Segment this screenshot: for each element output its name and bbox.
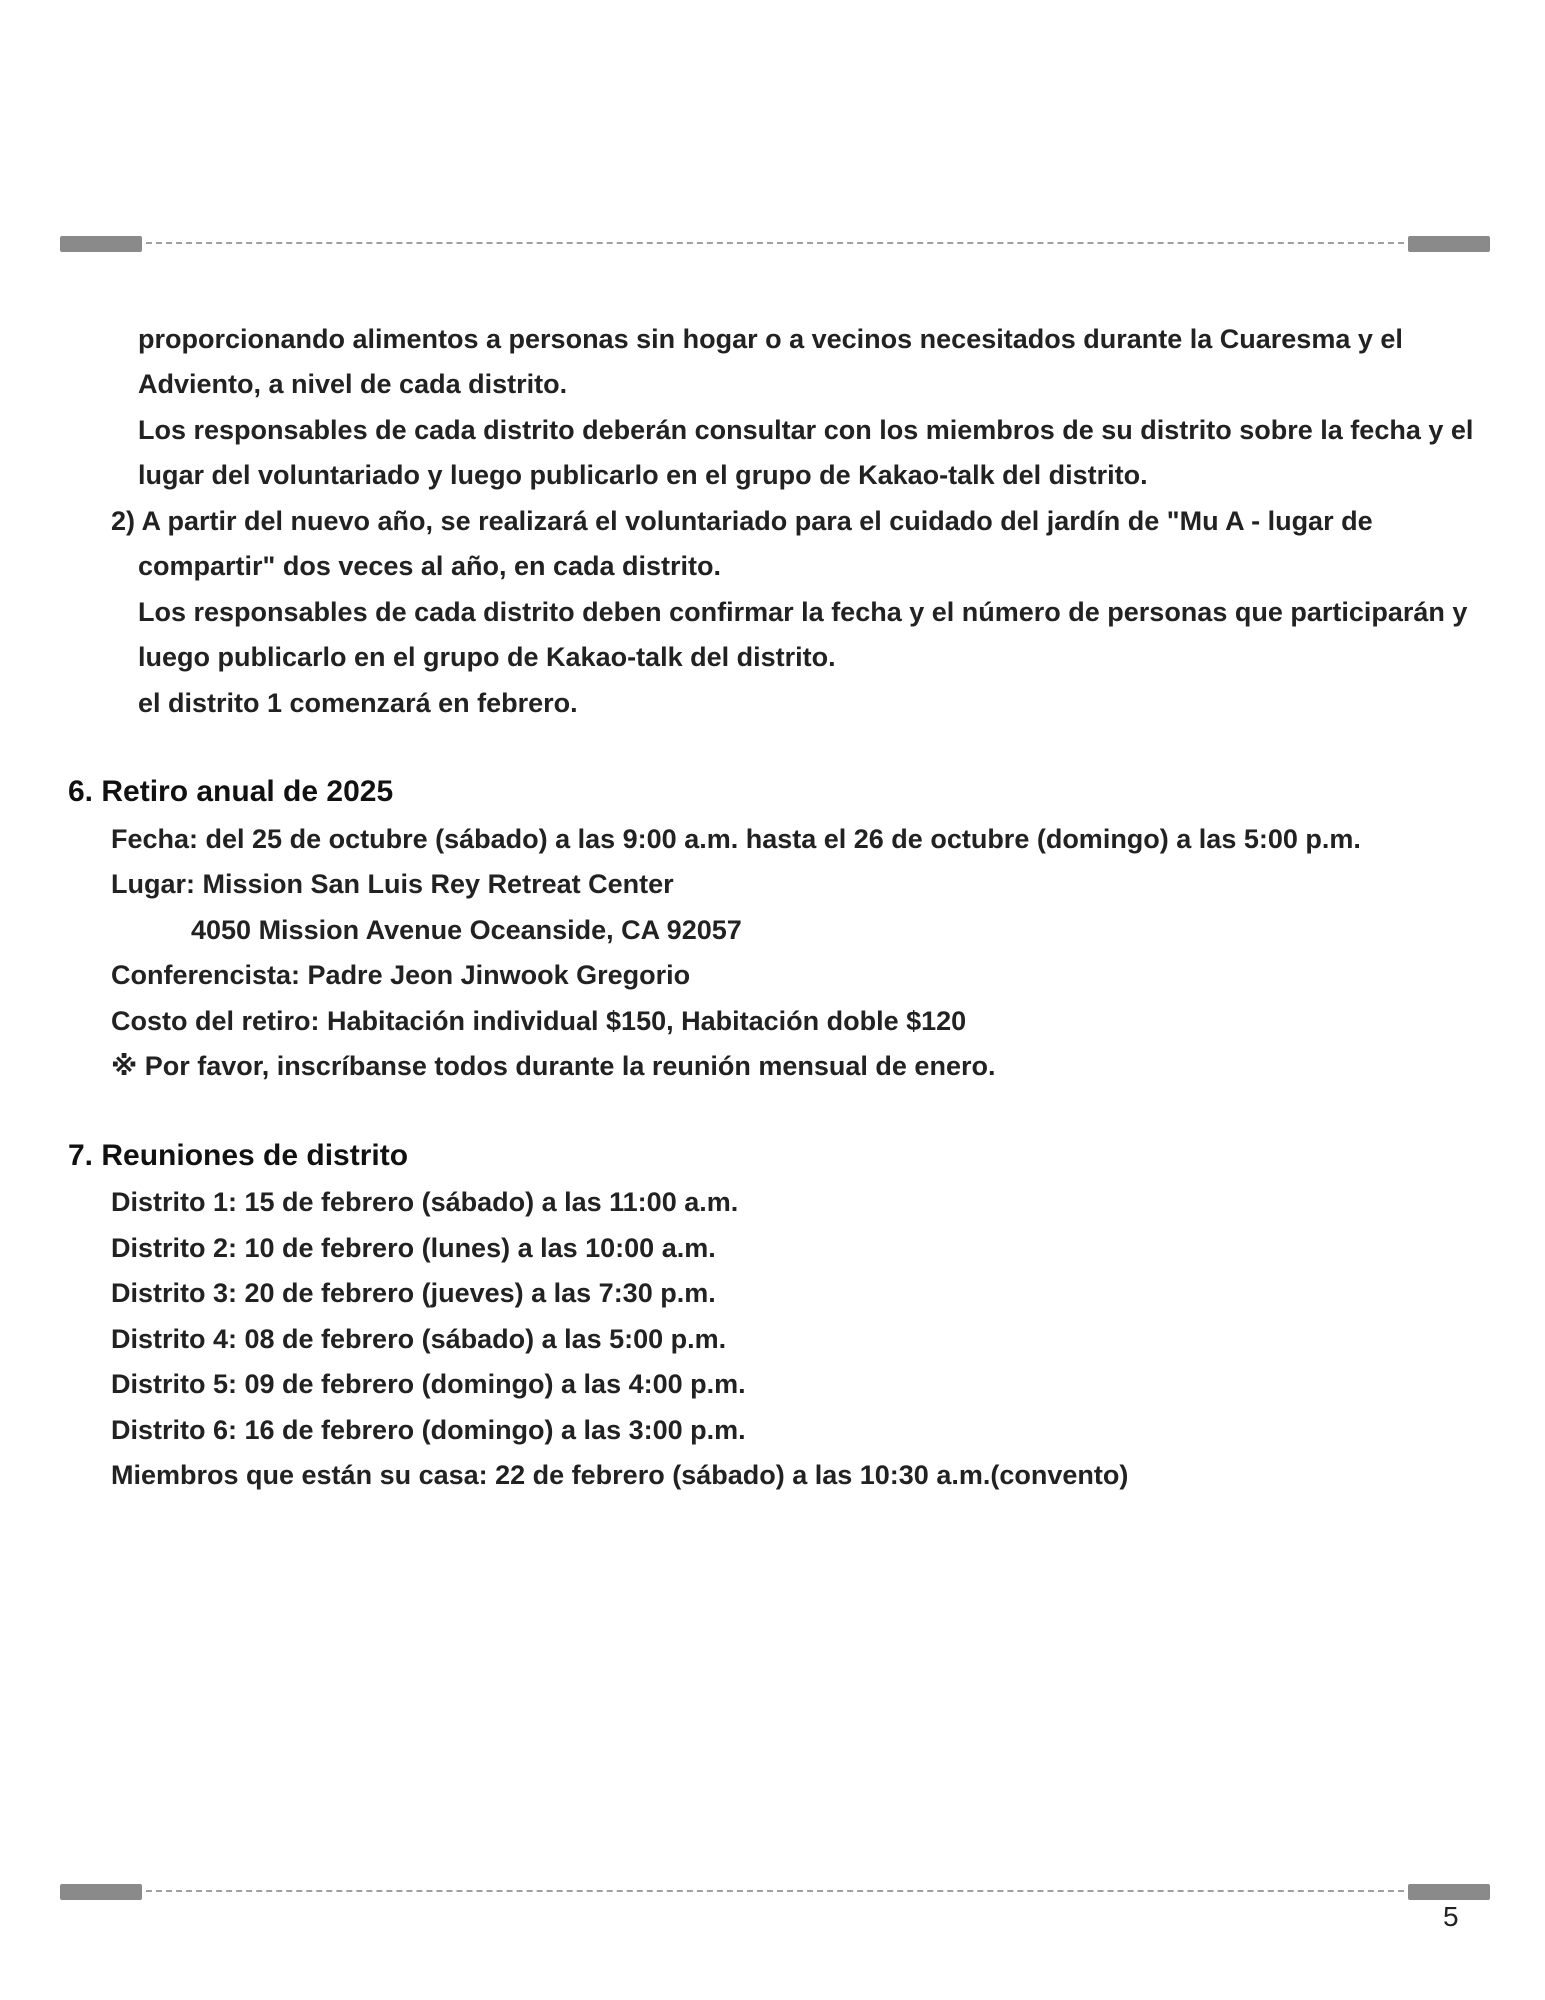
- distrito-1-reunion: Distrito 1: 15 de febrero (sábado) a las 11:00 a.m.: [111, 1187, 739, 1217]
- bottom-divider: [60, 1884, 1490, 1898]
- top-divider-right-tab: [1408, 236, 1490, 252]
- distrito-2-reunion: Distrito 2: 10 de febrero (lunes) a las 10:00 a.m.: [111, 1233, 716, 1263]
- continuation-line: lugar del voluntariado y luego publicarlo en el grupo de Kakao-talk del distrito.: [138, 460, 1148, 490]
- section-7-title: 7. Reuniones de distrito: [68, 1139, 409, 1172]
- retiro-conferencista: Conferencista: Padre Jeon Jinwook Gregorio: [111, 960, 691, 990]
- section-6-title: 6. Retiro anual de 2025: [68, 775, 394, 808]
- continuation-line: Adviento, a nivel de cada distrito.: [138, 369, 568, 399]
- bottom-divider-right-tab: [1408, 1884, 1490, 1900]
- bottom-divider-left-tab: [60, 1884, 142, 1900]
- continuation-line: compartir" dos veces al año, en cada distrito.: [138, 551, 721, 581]
- distrito-4-reunion: Distrito 4: 08 de febrero (sábado) a las 5:00 p.m.: [111, 1324, 727, 1354]
- retiro-costo: Costo del retiro: Habitación individual $150, Habitación doble $120: [111, 1006, 967, 1036]
- retiro-fecha: Fecha: del 25 de octubre (sábado) a las 9:00 a.m. hasta el 26 de octubre (domingo) a las 5:00 p.m.: [111, 824, 1361, 854]
- top-divider-dashed-line: [146, 242, 1404, 244]
- top-divider: [60, 236, 1490, 250]
- continuation-line: Los responsables de cada distrito deberán consultar con los miembros de su distrito sobre la fecha y el: [138, 415, 1474, 445]
- continuation-line: luego publicarlo en el grupo de Kakao-talk del distrito.: [138, 642, 836, 672]
- bottom-divider-dashed-line: [146, 1890, 1404, 1892]
- retiro-nota: ※ Por favor, inscríbanse todos durante la reunión mensual de enero.: [111, 1051, 996, 1081]
- continuation-line: Los responsables de cada distrito deben confirmar la fecha y el número de personas que participarán y: [138, 597, 1468, 627]
- list-item-2: 2) A partir del nuevo año, se realizará el voluntariado para el cuidado del jardín de "Mu A - lugar de: [111, 506, 1373, 536]
- distrito-6-reunion: Distrito 6: 16 de febrero (domingo) a las 3:00 p.m.: [111, 1415, 746, 1445]
- retiro-direccion: 4050 Mission Avenue Oceanside, CA 92057: [191, 915, 742, 945]
- distrito-3-reunion: Distrito 3: 20 de febrero (jueves) a las 7:30 p.m.: [111, 1278, 716, 1308]
- page-number: 5: [1443, 1901, 1459, 1932]
- continuation-line: el distrito 1 comenzará en febrero.: [138, 688, 578, 718]
- retiro-lugar: Lugar: Mission San Luis Rey Retreat Center: [111, 869, 674, 899]
- continuation-line: proporcionando alimentos a personas sin hogar o a vecinos necesitados durante la Cuaresma y el: [138, 324, 1403, 354]
- miembros-casa-reunion: Miembros que están su casa: 22 de febrero (sábado) a las 10:30 a.m.(convento): [111, 1460, 1129, 1490]
- distrito-5-reunion: Distrito 5: 09 de febrero (domingo) a las 4:00 p.m.: [111, 1369, 746, 1399]
- top-divider-left-tab: [60, 236, 142, 252]
